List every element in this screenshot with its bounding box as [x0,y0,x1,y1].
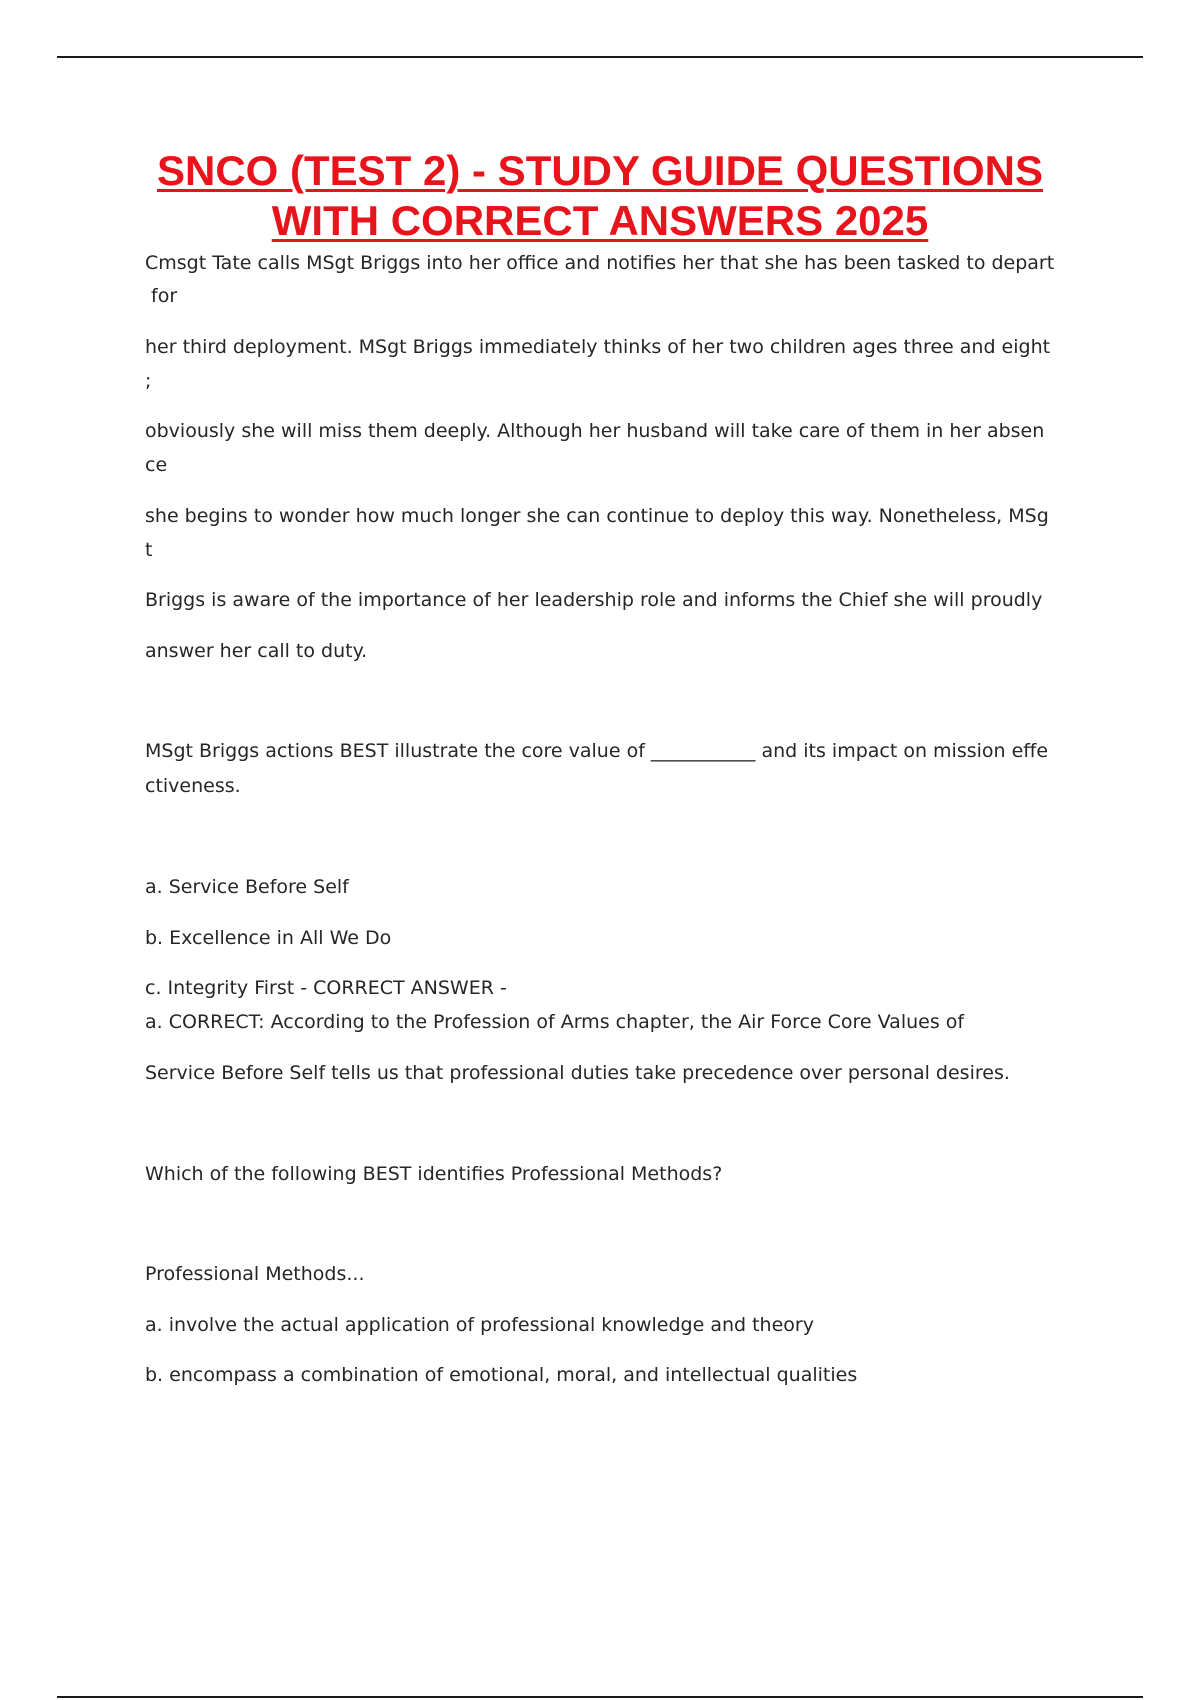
answer-option: b. Excellence in All We Do [145,927,392,949]
answer-explanation: a. CORRECT: According to the Profession of Arms chapter, the Air Force Core Values of [145,1011,965,1033]
document-title [100,146,1100,246]
answer-option: a. involve the actual application of professional knowledge and theory [145,1314,814,1336]
text-line: answer her call to duty. [145,640,368,662]
text-line: Briggs is aware of the importance of her leadership role and informs the Chief she will proudly [145,589,1043,611]
title-line-2: WITH CORRECT ANSWERS 2025 [271,197,929,244]
text-line: she begins to wonder how much longer she can continue to deploy this way. Nonetheless, MSg [145,505,1049,527]
text-line: ; [145,370,152,392]
text-line: t [145,539,153,561]
text-line: ce [145,454,168,476]
text-line: for [145,285,178,307]
answer-explanation: Service Before Self tells us that professional duties take precedence over personal desires. [145,1062,1010,1084]
text-line: Cmsgt Tate calls MSgt Briggs into her office and notifies her that she has been tasked to depart [145,252,1055,274]
text-line: her third deployment. MSgt Briggs immediately thinks of her two children ages three and eight [145,336,1051,358]
text-line: obviously she will miss them deeply. Although her husband will take care of them in her absen [145,420,1045,442]
question-text: ctiveness. [145,775,241,797]
question-text: Which of the following BEST identifies Professional Methods? [145,1163,723,1185]
top-rule [57,56,1143,58]
title-line-1: SNCO (TEST 2) - STUDY GUIDE QUESTIONS [157,147,1043,194]
answer-option: b. encompass a combination of emotional, moral, and intellectual qualities [145,1364,858,1386]
question-text: MSgt Briggs actions BEST illustrate the core value of ___________ and its impact on mission effe [145,740,1049,762]
answer-option: c. Integrity First - CORRECT ANSWER - [145,977,507,999]
question-text: Professional Methods... [145,1263,365,1285]
answer-option: a. Service Before Self [145,876,349,898]
bottom-rule [57,1696,1143,1698]
